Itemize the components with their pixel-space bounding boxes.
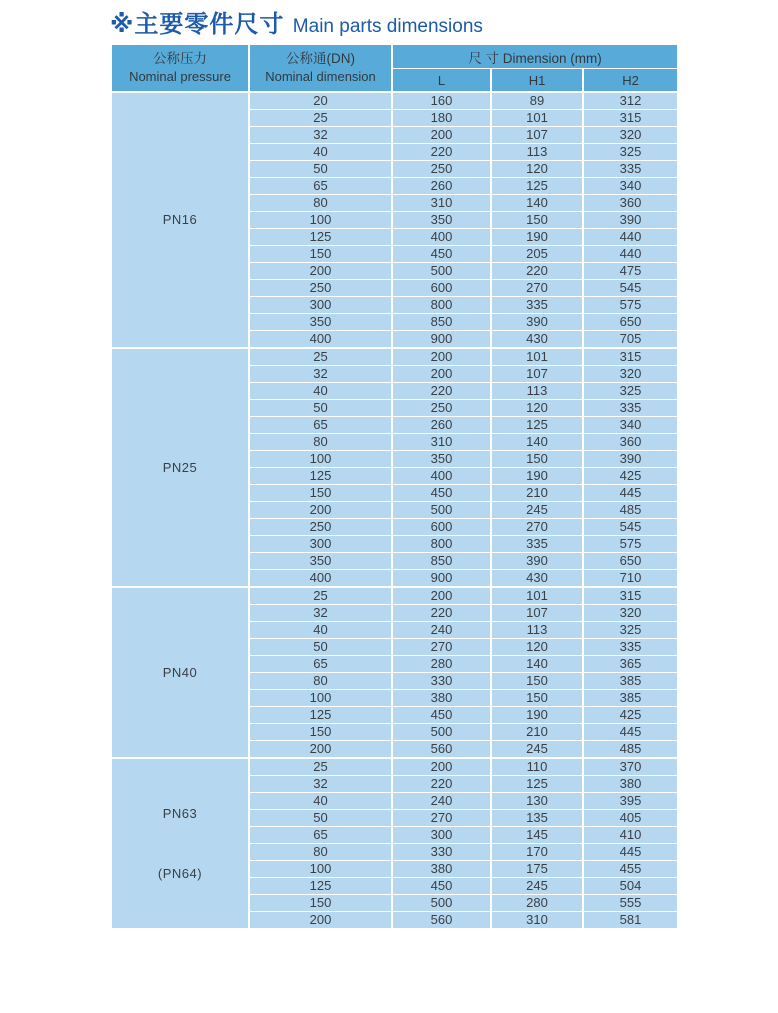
dimension-cell: 65 xyxy=(249,656,392,673)
dimension-cell: 65 xyxy=(249,417,392,434)
dimension-cell: 101 xyxy=(491,587,583,605)
dimension-cell: 65 xyxy=(249,827,392,844)
pressure-label: PN25 xyxy=(111,348,249,587)
dimension-cell: 450 xyxy=(392,878,491,895)
page-title-chinese: ※主要零件尺寸 xyxy=(110,11,285,38)
dimension-cell: 425 xyxy=(583,707,678,724)
dimension-cell: 385 xyxy=(583,673,678,690)
table-row xyxy=(111,92,678,110)
dimension-cell: 445 xyxy=(583,724,678,741)
dimension-cell: 315 xyxy=(583,587,678,605)
dimension-cell: 240 xyxy=(392,793,491,810)
dimension-cell: 335 xyxy=(583,161,678,178)
table-row xyxy=(111,758,678,776)
dimension-cell: 300 xyxy=(392,827,491,844)
dimension-cell: 405 xyxy=(583,810,678,827)
dimension-cell: 190 xyxy=(491,229,583,246)
dimension-cell: 32 xyxy=(249,127,392,144)
dimension-cell: 270 xyxy=(392,639,491,656)
dimension-cell: 120 xyxy=(491,639,583,656)
dimension-cell: 32 xyxy=(249,605,392,622)
dimension-cell: 200 xyxy=(392,758,491,776)
header-nominal-dimension-en: Nominal dimension xyxy=(265,69,376,85)
dimension-cell: 500 xyxy=(392,263,491,280)
dimension-cell: 25 xyxy=(249,110,392,127)
page-title xyxy=(110,4,483,39)
dimension-cell: 555 xyxy=(583,895,678,912)
dimension-cell: 270 xyxy=(392,810,491,827)
dimension-cell: 200 xyxy=(392,348,491,366)
dimension-cell: 113 xyxy=(491,383,583,400)
dimension-cell: 160 xyxy=(392,92,491,110)
dimension-cell: 100 xyxy=(249,212,392,229)
dimension-cell: 560 xyxy=(392,741,491,759)
dimension-cell: 440 xyxy=(583,246,678,263)
dimension-cell: 120 xyxy=(491,161,583,178)
dimension-cell: 250 xyxy=(249,519,392,536)
dimension-cell: 113 xyxy=(491,144,583,161)
dimension-cell: 220 xyxy=(392,144,491,161)
dimension-cell: 125 xyxy=(491,776,583,793)
dimension-cell: 25 xyxy=(249,587,392,605)
dimension-cell: 280 xyxy=(491,895,583,912)
dimension-cell: 390 xyxy=(491,314,583,331)
dimension-cell: 150 xyxy=(249,485,392,502)
dimension-cell: 150 xyxy=(491,212,583,229)
dimension-cell: 310 xyxy=(491,912,583,929)
dimension-cell: 360 xyxy=(583,195,678,212)
dimension-cell: 370 xyxy=(583,758,678,776)
dimension-cell: 380 xyxy=(392,690,491,707)
table-body xyxy=(111,92,678,929)
dimension-cell: 250 xyxy=(392,400,491,417)
dimension-cell: 340 xyxy=(583,417,678,434)
dimension-cell: 335 xyxy=(583,400,678,417)
dimension-cell: 250 xyxy=(249,280,392,297)
dimension-cell: 410 xyxy=(583,827,678,844)
dimension-cell: 450 xyxy=(392,707,491,724)
dimension-cell: 150 xyxy=(249,246,392,263)
dimension-cell: 850 xyxy=(392,553,491,570)
dimension-cell: 100 xyxy=(249,861,392,878)
dimension-cell: 445 xyxy=(583,485,678,502)
dimension-cell: 545 xyxy=(583,280,678,297)
dimension-cell: 300 xyxy=(249,297,392,314)
dimension-cell: 125 xyxy=(249,707,392,724)
dimension-cell: 280 xyxy=(392,656,491,673)
dimension-cell: 850 xyxy=(392,314,491,331)
dimension-cell: 50 xyxy=(249,161,392,178)
dimension-cell: 450 xyxy=(392,485,491,502)
dimension-cell: 150 xyxy=(491,451,583,468)
dimension-cell: 335 xyxy=(491,297,583,314)
header-nominal-pressure-en: Nominal pressure xyxy=(129,69,231,85)
dimension-cell: 125 xyxy=(249,229,392,246)
dimension-cell: 315 xyxy=(583,348,678,366)
dimension-cell: 32 xyxy=(249,776,392,793)
dimension-cell: 107 xyxy=(491,366,583,383)
dimension-cell: 560 xyxy=(392,912,491,929)
dimension-cell: 107 xyxy=(491,127,583,144)
header-dimension-group: 尺 寸 Dimension (mm) xyxy=(392,45,678,69)
dimension-cell: 400 xyxy=(249,331,392,349)
dimension-cell: 145 xyxy=(491,827,583,844)
header-col-H2: H2 xyxy=(583,69,678,93)
dimension-cell: 125 xyxy=(491,417,583,434)
dimension-cell: 220 xyxy=(491,263,583,280)
dimension-cell: 365 xyxy=(583,656,678,673)
table-header xyxy=(111,45,678,93)
dimension-cell: 120 xyxy=(491,400,583,417)
dimension-cell: 150 xyxy=(249,724,392,741)
header-col-H1: H1 xyxy=(491,69,583,93)
dimension-cell: 390 xyxy=(583,451,678,468)
dimension-cell: 50 xyxy=(249,639,392,656)
dimension-cell: 330 xyxy=(392,673,491,690)
dimension-cell: 140 xyxy=(491,195,583,212)
dimension-cell: 400 xyxy=(392,229,491,246)
dimension-cell: 125 xyxy=(249,468,392,485)
dimension-cell: 710 xyxy=(583,570,678,588)
dimension-cell: 270 xyxy=(491,519,583,536)
dimension-cell: 150 xyxy=(491,690,583,707)
dimension-cell: 500 xyxy=(392,724,491,741)
dimension-cell: 360 xyxy=(583,434,678,451)
dimension-cell: 335 xyxy=(491,536,583,553)
dimension-cell: 245 xyxy=(491,502,583,519)
dimension-cell: 80 xyxy=(249,844,392,861)
dimensions-table xyxy=(110,44,679,929)
dimension-cell: 650 xyxy=(583,553,678,570)
dimension-cell: 325 xyxy=(583,622,678,639)
dimension-cell: 210 xyxy=(491,724,583,741)
dimension-cell: 150 xyxy=(491,673,583,690)
table-row xyxy=(111,587,678,605)
dimension-cell: 260 xyxy=(392,417,491,434)
dimension-cell: 270 xyxy=(491,280,583,297)
dimension-cell: 390 xyxy=(491,553,583,570)
dimension-cell: 40 xyxy=(249,383,392,400)
dimension-cell: 150 xyxy=(249,895,392,912)
header-nominal-dimension xyxy=(249,45,392,93)
dimension-cell: 101 xyxy=(491,348,583,366)
dimension-cell: 205 xyxy=(491,246,583,263)
dimension-cell: 220 xyxy=(392,383,491,400)
dimension-cell: 320 xyxy=(583,605,678,622)
dimension-cell: 430 xyxy=(491,331,583,349)
dimension-cell: 320 xyxy=(583,127,678,144)
dimension-cell: 335 xyxy=(583,639,678,656)
dimension-cell: 485 xyxy=(583,741,678,759)
header-nominal-dimension-zh: 公称通(DN) xyxy=(286,50,355,66)
dimension-cell: 210 xyxy=(491,485,583,502)
dimension-cell: 380 xyxy=(392,861,491,878)
dimension-cell: 110 xyxy=(491,758,583,776)
dimension-cell: 25 xyxy=(249,348,392,366)
dimension-cell: 350 xyxy=(249,314,392,331)
dimension-cell: 430 xyxy=(491,570,583,588)
dimension-cell: 310 xyxy=(392,195,491,212)
dimension-cell: 175 xyxy=(491,861,583,878)
dimension-cell: 350 xyxy=(392,212,491,229)
dimension-cell: 400 xyxy=(392,468,491,485)
dimension-cell: 107 xyxy=(491,605,583,622)
dimension-cell: 25 xyxy=(249,758,392,776)
dimension-cell: 450 xyxy=(392,246,491,263)
header-nominal-pressure-zh: 公称压力 xyxy=(153,50,207,66)
dimension-cell: 900 xyxy=(392,570,491,588)
dimension-cell: 170 xyxy=(491,844,583,861)
dimension-cell: 545 xyxy=(583,519,678,536)
dimension-cell: 445 xyxy=(583,844,678,861)
dimension-cell: 455 xyxy=(583,861,678,878)
dimension-cell: 80 xyxy=(249,673,392,690)
dimension-cell: 200 xyxy=(249,263,392,280)
dimension-cell: 500 xyxy=(392,502,491,519)
dimension-cell: 200 xyxy=(249,912,392,929)
dimension-cell: 350 xyxy=(249,553,392,570)
dimension-cell: 800 xyxy=(392,297,491,314)
dimension-cell: 180 xyxy=(392,110,491,127)
dimension-cell: 900 xyxy=(392,331,491,349)
dimension-cell: 89 xyxy=(491,92,583,110)
dimension-cell: 113 xyxy=(491,622,583,639)
dimension-cell: 504 xyxy=(583,878,678,895)
dimension-cell: 200 xyxy=(392,127,491,144)
dimension-cell: 380 xyxy=(583,776,678,793)
dimension-cell: 200 xyxy=(249,741,392,759)
dimension-cell: 475 xyxy=(583,263,678,280)
dimension-cell: 300 xyxy=(249,536,392,553)
dimension-cell: 80 xyxy=(249,434,392,451)
dimension-cell: 575 xyxy=(583,536,678,553)
dimension-cell: 650 xyxy=(583,314,678,331)
dimension-cell: 200 xyxy=(392,366,491,383)
dimension-cell: 32 xyxy=(249,366,392,383)
dimension-cell: 245 xyxy=(491,741,583,759)
dimension-cell: 350 xyxy=(392,451,491,468)
dimension-cell: 130 xyxy=(491,793,583,810)
dimension-cell: 200 xyxy=(392,587,491,605)
dimension-cell: 65 xyxy=(249,178,392,195)
pressure-label: PN40 xyxy=(111,587,249,758)
dimension-cell: 250 xyxy=(392,161,491,178)
dimension-cell: 101 xyxy=(491,110,583,127)
dimension-cell: 200 xyxy=(249,502,392,519)
dimension-cell: 80 xyxy=(249,195,392,212)
pressure-label: PN16 xyxy=(111,92,249,348)
dimension-cell: 600 xyxy=(392,519,491,536)
header-col-L: L xyxy=(392,69,491,93)
dimension-cell: 390 xyxy=(583,212,678,229)
header-row-top xyxy=(111,45,678,69)
dimension-cell: 140 xyxy=(491,434,583,451)
dimension-cell: 705 xyxy=(583,331,678,349)
dimension-cell: 425 xyxy=(583,468,678,485)
dimension-cell: 40 xyxy=(249,622,392,639)
dimension-cell: 325 xyxy=(583,144,678,161)
page-title-english: Main parts dimensions xyxy=(292,16,483,37)
dimension-cell: 190 xyxy=(491,468,583,485)
dimension-cell: 340 xyxy=(583,178,678,195)
dimension-cell: 245 xyxy=(491,878,583,895)
dimension-cell: 125 xyxy=(491,178,583,195)
dimension-cell: 240 xyxy=(392,622,491,639)
dimension-cell: 125 xyxy=(249,878,392,895)
dimension-cell: 220 xyxy=(392,776,491,793)
dimension-cell: 100 xyxy=(249,451,392,468)
dimension-cell: 320 xyxy=(583,366,678,383)
dimension-cell: 575 xyxy=(583,297,678,314)
dimension-cell: 310 xyxy=(392,434,491,451)
dimension-cell: 385 xyxy=(583,690,678,707)
header-nominal-pressure xyxy=(111,45,249,93)
dimension-cell: 395 xyxy=(583,793,678,810)
dimension-cell: 135 xyxy=(491,810,583,827)
dimension-cell: 485 xyxy=(583,502,678,519)
dimension-cell: 40 xyxy=(249,793,392,810)
table-row xyxy=(111,348,678,366)
dimension-cell: 140 xyxy=(491,656,583,673)
dimension-cell: 190 xyxy=(491,707,583,724)
dimension-cell: 330 xyxy=(392,844,491,861)
dimension-cell: 325 xyxy=(583,383,678,400)
dimension-cell: 315 xyxy=(583,110,678,127)
dimension-cell: 440 xyxy=(583,229,678,246)
dimension-cell: 400 xyxy=(249,570,392,588)
pressure-label: PN63 (PN64) xyxy=(111,758,249,929)
dimension-cell: 600 xyxy=(392,280,491,297)
dimension-cell: 260 xyxy=(392,178,491,195)
dimension-cell: 40 xyxy=(249,144,392,161)
dimension-cell: 800 xyxy=(392,536,491,553)
dimension-cell: 20 xyxy=(249,92,392,110)
dimension-cell: 100 xyxy=(249,690,392,707)
dimension-cell: 312 xyxy=(583,92,678,110)
dimension-cell: 581 xyxy=(583,912,678,929)
dimension-cell: 500 xyxy=(392,895,491,912)
dimension-cell: 50 xyxy=(249,810,392,827)
dimension-cell: 220 xyxy=(392,605,491,622)
dimension-cell: 50 xyxy=(249,400,392,417)
